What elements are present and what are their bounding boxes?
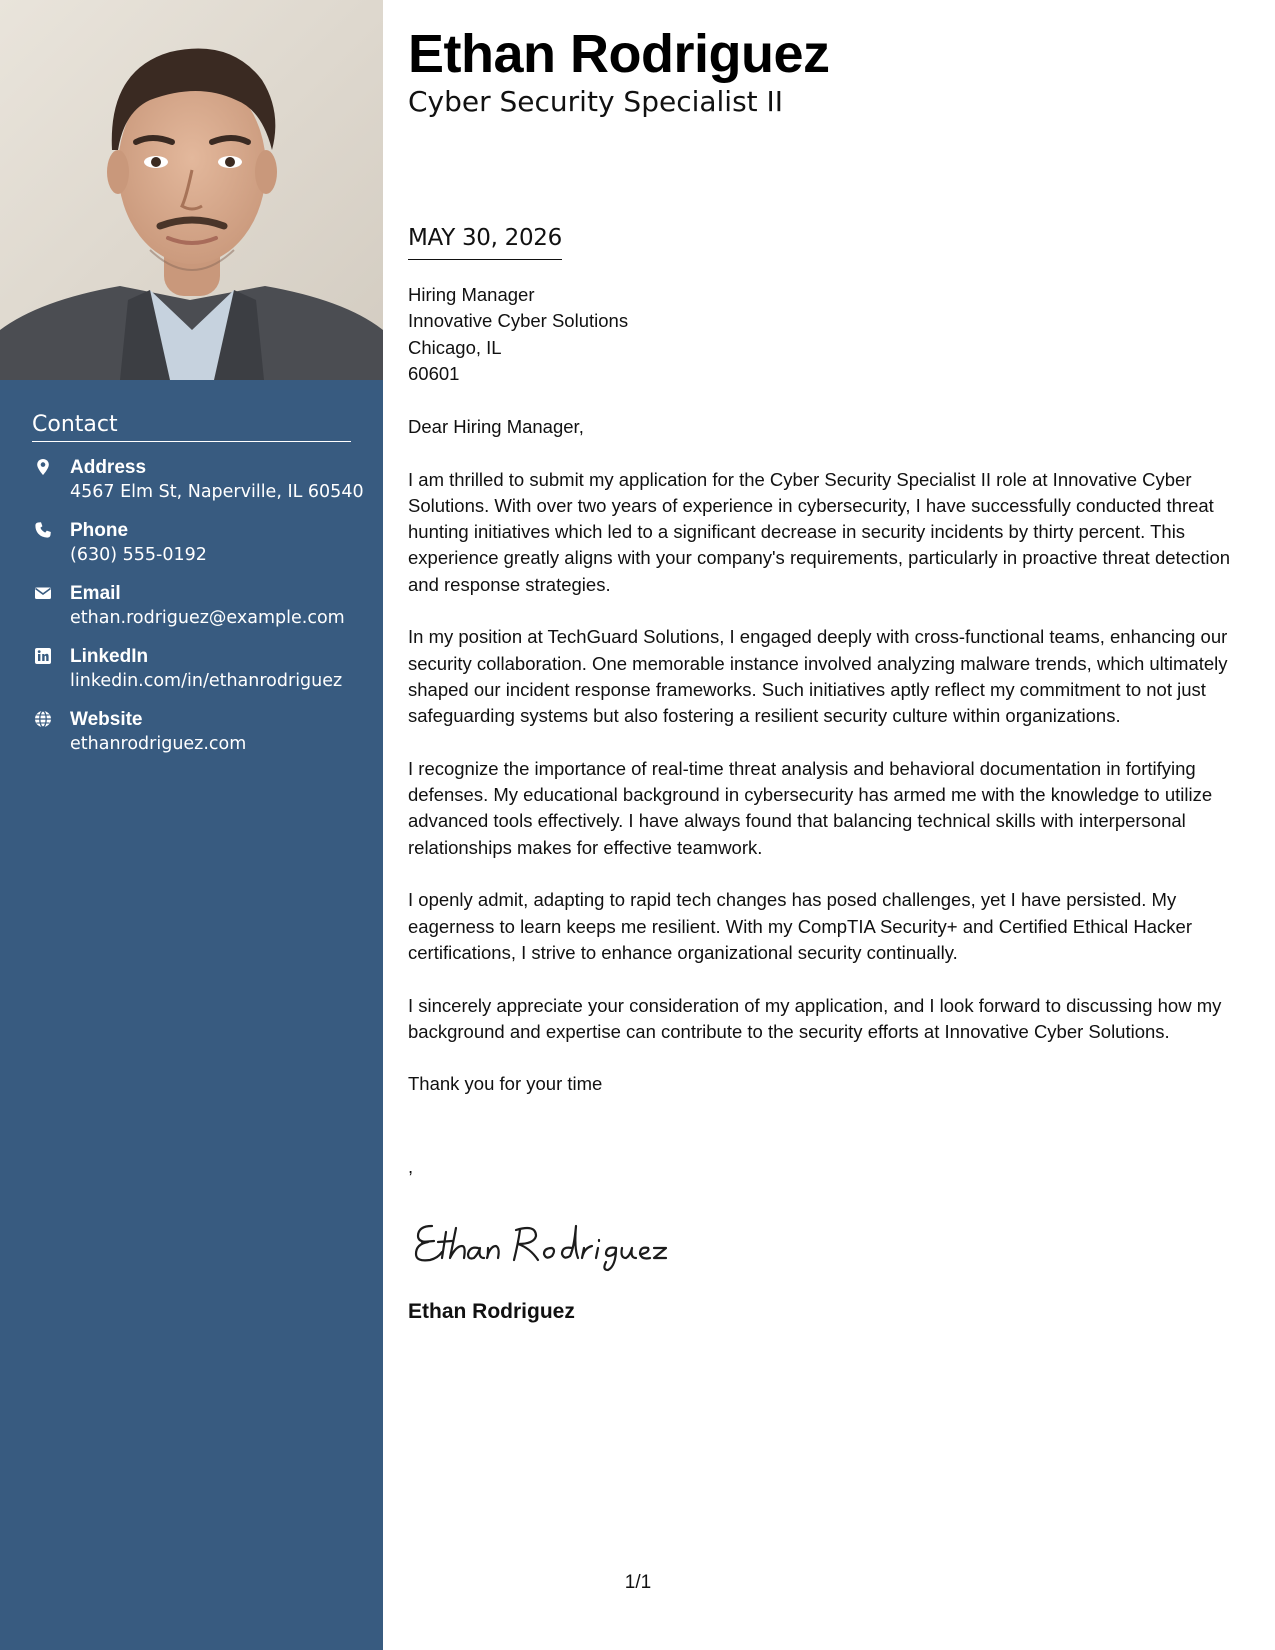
handwritten-signature xyxy=(412,1212,672,1272)
body-paragraph: I sincerely appreciate your consideration of my application, and I look forward to discussing how my background and expertise can contribute to the security efforts at Innovative Cyber Solutions. xyxy=(408,994,1222,1042)
closing-comma: , xyxy=(408,1156,414,1177)
recipient-block xyxy=(408,282,628,387)
envelope-icon xyxy=(34,584,52,602)
body-paragraph: I am thrilled to submit my application for the Cyber Security Specialist II role at Innovative Cyber Solutions. With over two years of experience in cybersecurity, I have successfully conducted threat hunting initiatives which led to a significant decrease in security incidents by thirty percent. This experience greatly aligns with your company's requirements, particularly in proactive threat detection and response strategies. xyxy=(408,468,1231,595)
recipient-line: 60601 xyxy=(408,362,460,384)
candidate-name: Ethan Rodriguez xyxy=(408,24,830,84)
body-paragraph: I openly admit, adapting to rapid tech changes has posed challenges, yet I have persisted. My eagerness to learn keeps me resilient. With my CompTIA Security+ and Certified Ethical Hacker certifications, I strive to enhance organizational security continually. xyxy=(408,889,1193,963)
contact-item-website xyxy=(32,708,351,771)
page-number: 1/1 xyxy=(624,1572,652,1593)
letter-date: MAY 30, 2026 xyxy=(408,221,562,260)
contact-section xyxy=(32,412,364,771)
contact-list xyxy=(32,456,364,771)
contact-value: 4567 Elm St, Naperville, IL 60540 xyxy=(70,482,364,502)
signer-name: Ethan Rodriguez xyxy=(408,1300,575,1323)
contact-item-email xyxy=(32,582,351,645)
contact-label: Address xyxy=(70,457,147,478)
phone-icon xyxy=(34,521,52,539)
contact-value: ethan.rodriguez@example.com xyxy=(70,608,345,628)
contact-label: LinkedIn xyxy=(70,646,149,667)
recipient-line: Chicago, IL xyxy=(408,336,502,358)
recipient-line: Hiring Manager xyxy=(408,284,535,305)
letter-body xyxy=(408,414,1250,1124)
globe-icon xyxy=(34,710,52,728)
body-paragraph: In my position at TechGuard Solutions, I engaged deeply with cross-functional teams, enhancing our security collaboration. One memorable instance involved analyzing malware trends, which ultimately shaped our incident response frameworks. Such initiatives aptly reflect my commitment to not just safeguarding systems but also fostering a resilient security culture within organizations. xyxy=(408,626,1228,727)
closing-line: Thank you for your time xyxy=(408,1073,603,1095)
location-pin-icon xyxy=(34,458,52,476)
contact-item-address xyxy=(32,456,364,519)
body-paragraph: I recognize the importance of real-time threat analysis and behavioral documentation in fortifying defenses. My educational background in cybersecurity has armed me with the knowledge to utilize advanced tools effectively. I have always found that balancing technical skills with interpersonal relationships makes for effective teamwork. xyxy=(408,757,1213,858)
profile-photo xyxy=(0,0,383,380)
contact-value: ethanrodriguez.com xyxy=(70,734,247,754)
contact-item-phone xyxy=(32,519,351,582)
sidebar xyxy=(0,0,383,1650)
contact-heading: Contact xyxy=(32,412,351,442)
portrait-illustration xyxy=(0,0,383,380)
contact-label: Website xyxy=(70,709,143,730)
contact-label: Email xyxy=(70,583,121,604)
contact-value: (630) 555-0192 xyxy=(70,545,207,565)
salutation: Dear Hiring Manager, xyxy=(408,416,584,437)
contact-value: linkedin.com/in/ethanrodriguez xyxy=(70,671,343,691)
contact-item-linkedin xyxy=(32,645,351,708)
candidate-role: Cyber Security Specialist II xyxy=(408,85,784,118)
linkedin-icon xyxy=(34,647,52,665)
contact-label: Phone xyxy=(70,520,129,541)
recipient-line: Innovative Cyber Solutions xyxy=(408,310,629,332)
